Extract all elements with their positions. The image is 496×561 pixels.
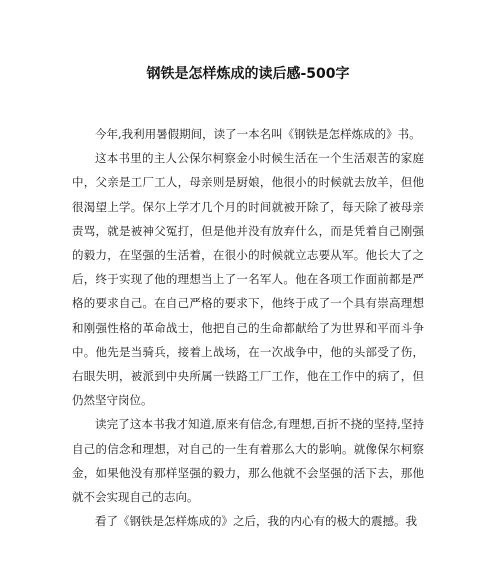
paragraph: 这本书里的主人公保尔柯察金小时候生活在一个生活艰苦的家庭中，父亲是工厂工人，母亲则是厨娘，他很小的时候就去放羊，但他很渴望上学。保尔上学才几个月的时间就被开除了，每天除了被母亲责骂，就是被神父冤打，但是他并没有放弃什么，而是凭着自己刚强的毅力，在坚强的生活着，在很小的时候就立志要从军。他长大了之后，终于实现了他的理想当上了一名军人。他在各项工作面前都是严格的要求自己。在自己严格的要求下，他终于成了一个具有崇高理想和刚强性格的革命战士，他把自己的生命都献给了为世界和平而斗争中。他先是当骑兵，接着上战场，在一次战争中，他的头部受了伤，右眼失明，被派到中央所属一铁路工厂工作，他在工作中的病了，但仍然坚守岗位。 bbox=[72, 151, 424, 408]
document-body bbox=[72, 122, 424, 533]
paragraph: 今年,我利用暑假期间，读了一本名叫《钢铁是怎样炼成的》书。 bbox=[95, 127, 421, 141]
document-title: 钢铁是怎样炼成的读后感-500字 bbox=[146, 66, 350, 82]
paragraph: 看了《钢铁是怎样炼成的》之后，我的内心有的极大的震撼。我 bbox=[95, 514, 417, 529]
paragraph: 读完了这本书我才知道,原来有信念,有理想,百折不挠的坚持,坚持自己的信念和理想，对自己的一生有着那么大的影响。就像保尔柯察金，如果他没有那样坚强的毅力，那么他就不会坚强的活下去，那他就不会实现自己的志向。 bbox=[72, 417, 424, 505]
